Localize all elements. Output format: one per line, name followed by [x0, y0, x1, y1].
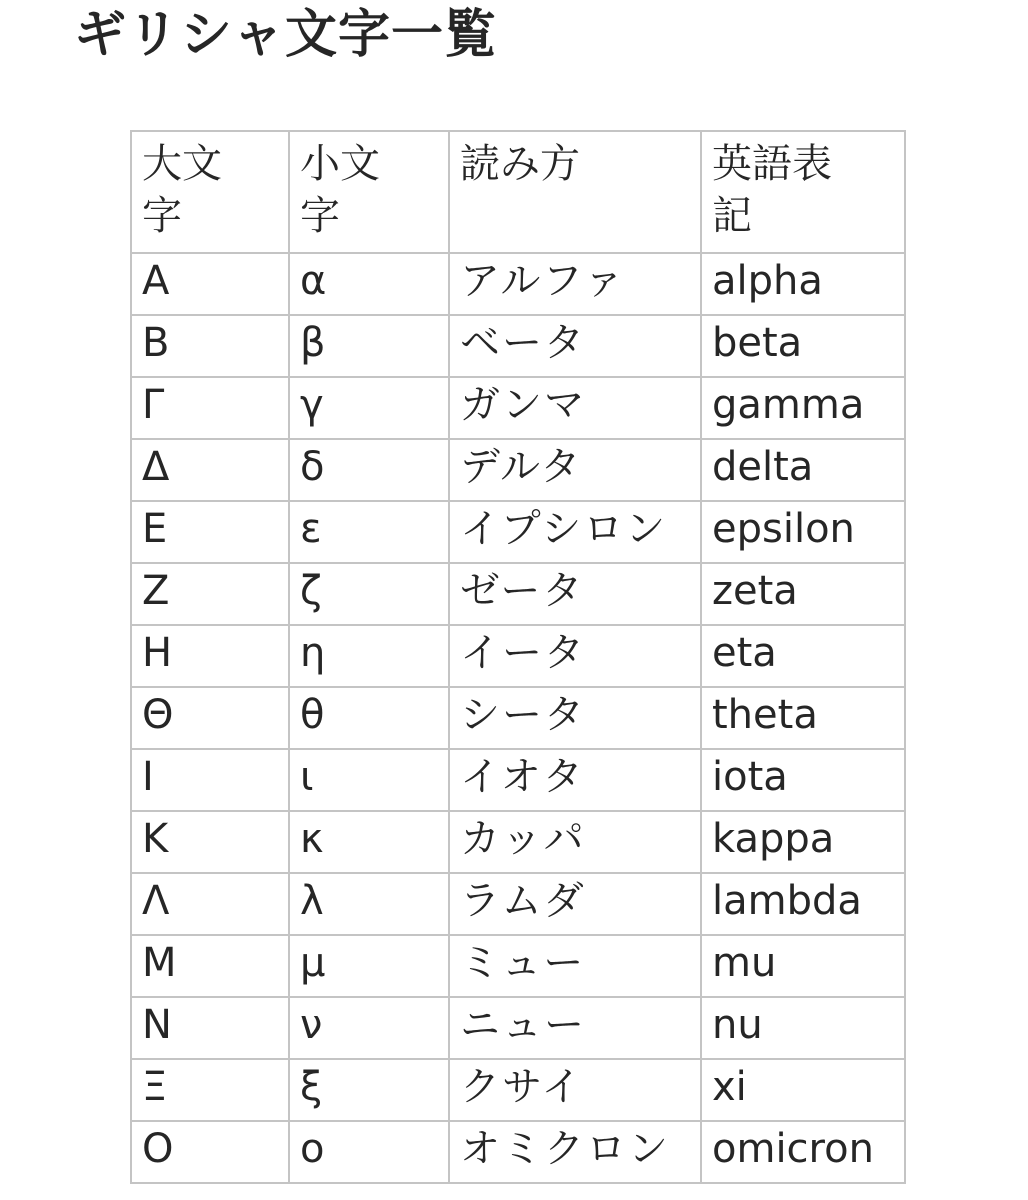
cell-lowercase: ο [289, 1121, 449, 1183]
cell-reading: イプシロン [449, 501, 701, 563]
cell-english: zeta [701, 563, 905, 625]
cell-english: delta [701, 439, 905, 501]
cell-lowercase: κ [289, 811, 449, 873]
cell-reading: ベータ [449, 315, 701, 377]
table-row [131, 563, 905, 625]
table-row [131, 1121, 905, 1183]
cell-english: beta [701, 315, 905, 377]
cell-lowercase: α [289, 253, 449, 315]
table-row [131, 811, 905, 873]
cell-lowercase: ι [289, 749, 449, 811]
table-row [131, 749, 905, 811]
cell-uppercase: Μ [131, 935, 289, 997]
cell-reading: ゼータ [449, 563, 701, 625]
cell-lowercase: ε [289, 501, 449, 563]
cell-uppercase: Β [131, 315, 289, 377]
cell-english: lambda [701, 873, 905, 935]
table-row [131, 501, 905, 563]
header-english: 英語表記 [701, 131, 905, 253]
cell-uppercase: Δ [131, 439, 289, 501]
cell-reading: オミクロン [449, 1121, 701, 1183]
greek-alphabet-table-wrapper [130, 130, 904, 1184]
cell-english: xi [701, 1059, 905, 1121]
greek-alphabet-table [130, 130, 906, 1184]
cell-reading: アルファ [449, 253, 701, 315]
table-row [131, 687, 905, 749]
table-row [131, 439, 905, 501]
cell-lowercase: μ [289, 935, 449, 997]
cell-uppercase: Κ [131, 811, 289, 873]
cell-uppercase: Ε [131, 501, 289, 563]
cell-lowercase: λ [289, 873, 449, 935]
cell-lowercase: δ [289, 439, 449, 501]
cell-uppercase: Λ [131, 873, 289, 935]
cell-lowercase: η [289, 625, 449, 687]
cell-lowercase: ξ [289, 1059, 449, 1121]
cell-reading: デルタ [449, 439, 701, 501]
cell-uppercase: Ν [131, 997, 289, 1059]
header-lowercase: 小文字 [289, 131, 449, 253]
cell-english: eta [701, 625, 905, 687]
cell-english: kappa [701, 811, 905, 873]
cell-uppercase: Α [131, 253, 289, 315]
cell-reading: ニュー [449, 997, 701, 1059]
cell-reading: クサイ [449, 1059, 701, 1121]
cell-lowercase: γ [289, 377, 449, 439]
table-row [131, 315, 905, 377]
cell-uppercase: Η [131, 625, 289, 687]
cell-english: gamma [701, 377, 905, 439]
table-row [131, 625, 905, 687]
cell-uppercase: Ι [131, 749, 289, 811]
cell-uppercase: Ο [131, 1121, 289, 1183]
cell-uppercase: Ξ [131, 1059, 289, 1121]
cell-reading: ガンマ [449, 377, 701, 439]
header-uppercase: 大文字 [131, 131, 289, 253]
cell-english: nu [701, 997, 905, 1059]
cell-english: mu [701, 935, 905, 997]
cell-lowercase: β [289, 315, 449, 377]
cell-reading: カッパ [449, 811, 701, 873]
header-reading: 読み方 [449, 131, 701, 253]
cell-uppercase: Ζ [131, 563, 289, 625]
cell-uppercase: Γ [131, 377, 289, 439]
table-row [131, 935, 905, 997]
cell-lowercase: ζ [289, 563, 449, 625]
cell-lowercase: ν [289, 997, 449, 1059]
cell-english: epsilon [701, 501, 905, 563]
cell-reading: シータ [449, 687, 701, 749]
cell-english: alpha [701, 253, 905, 315]
table-row [131, 873, 905, 935]
table-header-row [131, 131, 905, 253]
cell-uppercase: Θ [131, 687, 289, 749]
cell-reading: ラムダ [449, 873, 701, 935]
table-row [131, 1059, 905, 1121]
table-row [131, 253, 905, 315]
cell-english: omicron [701, 1121, 905, 1183]
table-row [131, 377, 905, 439]
table-body [131, 253, 905, 1183]
cell-reading: ミュー [449, 935, 701, 997]
table-row [131, 997, 905, 1059]
cell-english: iota [701, 749, 905, 811]
table-header [131, 131, 905, 253]
cell-lowercase: θ [289, 687, 449, 749]
cell-reading: イータ [449, 625, 701, 687]
cell-reading: イオタ [449, 749, 701, 811]
cell-english: theta [701, 687, 905, 749]
page-title: ギリシャ文字一覧 [74, 5, 497, 65]
